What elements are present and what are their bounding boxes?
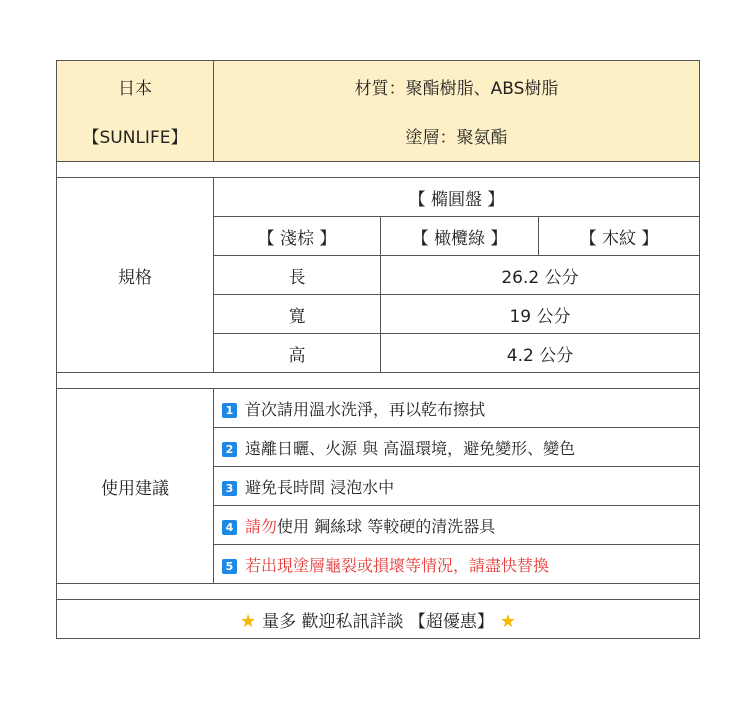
footer-row xyxy=(57,600,700,639)
number-3-icon: 3 xyxy=(222,481,237,496)
spacer-row xyxy=(57,373,700,389)
star-icon: ★ xyxy=(239,610,257,632)
usage-note-text: 使用 鋼絲球 等較硬的清洗器具 xyxy=(277,516,496,536)
usage-note xyxy=(214,389,700,428)
coating-text: 塗層：聚氨酯 xyxy=(405,128,508,148)
usage-label: 使用建議 xyxy=(57,389,214,584)
number-1-icon: 1 xyxy=(222,403,237,418)
usage-note-text: 避免長時間 浸泡水中 xyxy=(245,477,395,497)
shape-cell: 【 橢圓盤 】 xyxy=(214,178,700,217)
origin-country: 日本 xyxy=(118,79,152,99)
product-spec-table xyxy=(56,60,700,639)
color-light-brown: 【 淺棕 】 xyxy=(214,217,381,256)
dimension-name: 長 xyxy=(214,256,381,295)
dimension-value: 26.2 公分 xyxy=(381,256,700,295)
footer-text: 量多 歡迎私訊詳談 【超優惠】 xyxy=(262,611,494,632)
dimension-name: 高 xyxy=(214,334,381,373)
dimension-name: 寬 xyxy=(214,295,381,334)
usage-note xyxy=(214,467,700,506)
spacer-row xyxy=(57,584,700,600)
origin-cell xyxy=(57,61,214,162)
dimension-value: 4.2 公分 xyxy=(381,334,700,373)
usage-note xyxy=(214,545,700,584)
color-wood-grain: 【 木紋 】 xyxy=(539,217,700,256)
warning-text: 若出現塗層龜裂或損壞等情況，請盡快替換 xyxy=(245,555,550,575)
material-text: 材質：聚酯樹脂、ABS樹脂 xyxy=(354,79,559,99)
spec-label: 規格 xyxy=(57,178,214,373)
usage-note-text: 首次請用溫水洗淨，再以乾布擦拭 xyxy=(245,399,486,419)
footer-cell xyxy=(57,600,700,639)
color-olive-green: 【 橄欖綠 】 xyxy=(381,217,539,256)
material-cell xyxy=(214,61,700,162)
shape-row xyxy=(57,178,700,217)
usage-note-row xyxy=(57,389,700,428)
spacer-row xyxy=(57,162,700,178)
usage-note xyxy=(214,506,700,545)
star-icon: ★ xyxy=(499,610,517,632)
header-row xyxy=(57,61,700,162)
brand-name: 【SUNLIFE】 xyxy=(82,128,188,148)
usage-note xyxy=(214,428,700,467)
number-5-icon: 5 xyxy=(222,559,237,574)
number-4-icon: 4 xyxy=(222,520,237,535)
dimension-value: 19 公分 xyxy=(381,295,700,334)
number-2-icon: 2 xyxy=(222,442,237,457)
usage-note-text: 遠離日曬、火源 與 高溫環境，避免變形、變色 xyxy=(245,438,576,458)
warning-text: 請勿 xyxy=(245,516,278,536)
